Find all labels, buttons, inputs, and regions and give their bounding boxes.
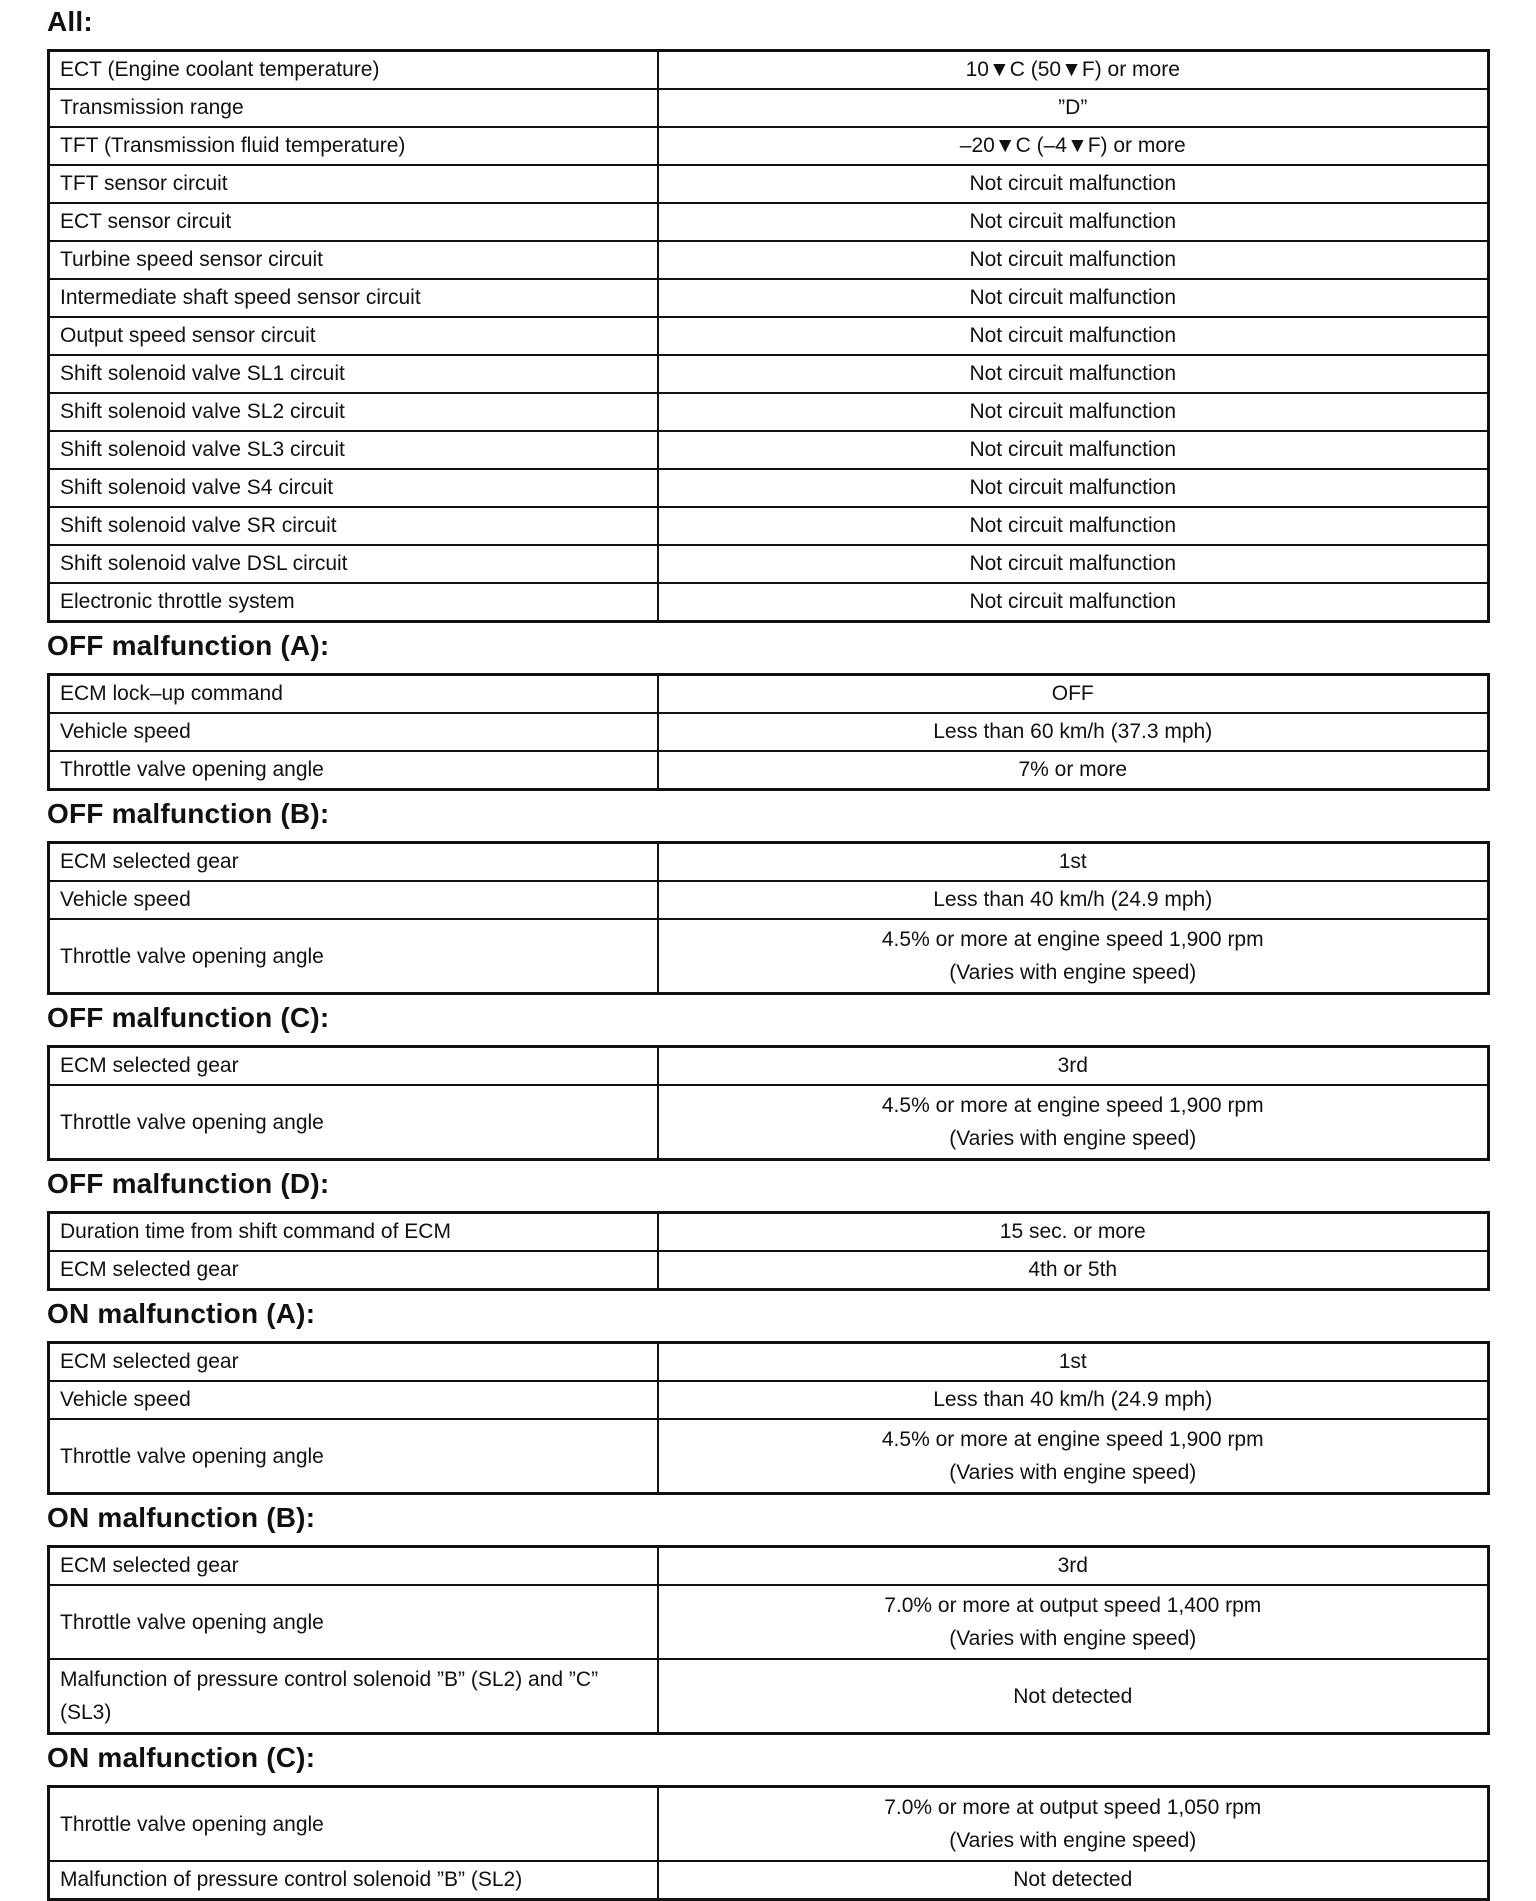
table-row (49, 469, 1489, 507)
section-all (47, 7, 1487, 623)
table-row (49, 89, 1489, 127)
condition-value (658, 1419, 1489, 1494)
condition-value-note: (Varies with engine speed) (949, 1829, 1197, 1852)
conditions-table (47, 1545, 1490, 1735)
table-row (49, 203, 1489, 241)
table-row (49, 713, 1489, 751)
condition-item: ECM selected gear (49, 843, 658, 882)
condition-item: Throttle valve opening angle (49, 1585, 658, 1659)
conditions-table (47, 1785, 1490, 1901)
table-row (49, 1585, 1489, 1659)
condition-value: Not circuit malfunction (658, 393, 1489, 431)
condition-item: Shift solenoid valve DSL circuit (49, 545, 658, 583)
table-row (49, 1213, 1489, 1252)
condition-value: Not circuit malfunction (658, 355, 1489, 393)
condition-item: Throttle valve opening angle (49, 1085, 658, 1160)
table-row (49, 355, 1489, 393)
table-row (49, 1085, 1489, 1160)
table-row (49, 675, 1489, 714)
conditions-table (47, 1211, 1490, 1291)
condition-item: ECM lock–up command (49, 675, 658, 714)
condition-item: Shift solenoid valve SL1 circuit (49, 355, 658, 393)
table-row (49, 751, 1489, 790)
condition-value: Not circuit malfunction (658, 545, 1489, 583)
condition-value: Less than 60 km/h (37.3 mph) (658, 713, 1489, 751)
table-row (49, 127, 1489, 165)
condition-value: 3rd (658, 1047, 1489, 1086)
condition-value: Not circuit malfunction (658, 507, 1489, 545)
table-row (49, 1343, 1489, 1382)
condition-item: ECM selected gear (49, 1547, 658, 1586)
condition-value: Not circuit malfunction (658, 583, 1489, 622)
condition-value (658, 919, 1489, 994)
table-row (49, 1251, 1489, 1290)
condition-value-note: (Varies with engine speed) (949, 961, 1197, 984)
condition-value: Not circuit malfunction (658, 203, 1489, 241)
condition-value-line: 7.0% or more at output speed 1,400 rpm (884, 1594, 1262, 1617)
table-row (49, 583, 1489, 622)
condition-value: 3rd (658, 1547, 1489, 1586)
table-row (49, 165, 1489, 203)
section-on-malfunction-b (47, 1503, 1487, 1735)
condition-value: Not circuit malfunction (658, 469, 1489, 507)
table-row (49, 545, 1489, 583)
section-heading: OFF malfunction (C): (47, 1002, 330, 1033)
conditions-table (47, 1045, 1490, 1161)
condition-item: Shift solenoid valve SL3 circuit (49, 431, 658, 469)
condition-value-line: 4.5% or more at engine speed 1,900 rpm (881, 928, 1264, 951)
section-heading: ON malfunction (A): (47, 1298, 316, 1329)
section-heading: ON malfunction (B): (47, 1502, 316, 1533)
condition-item: Vehicle speed (49, 1381, 658, 1419)
conditions-table (47, 673, 1490, 791)
condition-item-line: Malfunction of pressure control solenoid ”B” (SL2) and ”C” (60, 1668, 599, 1691)
condition-item: Vehicle speed (49, 881, 658, 919)
section-heading: OFF malfunction (D): (47, 1168, 330, 1199)
condition-item: Electronic throttle system (49, 583, 658, 622)
condition-value: OFF (658, 675, 1489, 714)
condition-value: Not circuit malfunction (658, 279, 1489, 317)
condition-value: 4th or 5th (658, 1251, 1489, 1290)
condition-value: Not circuit malfunction (658, 431, 1489, 469)
table-row (49, 1787, 1489, 1862)
condition-item: ECT sensor circuit (49, 203, 658, 241)
condition-item: Vehicle speed (49, 713, 658, 751)
table-row (49, 393, 1489, 431)
condition-item: ECM selected gear (49, 1343, 658, 1382)
condition-value (658, 1585, 1489, 1659)
condition-value-note: (Varies with engine speed) (949, 1127, 1197, 1150)
condition-item: ECT (Engine coolant temperature) (49, 51, 658, 90)
condition-value: 10▼C (50▼F) or more (658, 51, 1489, 90)
conditions-table (47, 841, 1490, 995)
condition-item: Throttle valve opening angle (49, 1787, 658, 1862)
condition-item: Transmission range (49, 89, 658, 127)
section-off-malfunction-c (47, 1003, 1487, 1161)
condition-item-line: (SL3) (60, 1701, 112, 1724)
condition-item: Turbine speed sensor circuit (49, 241, 658, 279)
condition-value-line: 4.5% or more at engine speed 1,900 rpm (881, 1428, 1264, 1451)
table-row (49, 431, 1489, 469)
conditions-table (47, 1341, 1490, 1495)
section-heading: ON malfunction (C): (47, 1742, 316, 1773)
condition-value (658, 1085, 1489, 1160)
table-row (49, 1381, 1489, 1419)
section-on-malfunction-c (47, 1743, 1487, 1901)
table-row (49, 241, 1489, 279)
table-row (49, 843, 1489, 882)
condition-item: ECM selected gear (49, 1047, 658, 1086)
condition-value: Not detected (658, 1861, 1489, 1900)
condition-item: Throttle valve opening angle (49, 751, 658, 790)
document (47, 0, 1487, 1901)
condition-item: Throttle valve opening angle (49, 1419, 658, 1494)
condition-value: Less than 40 km/h (24.9 mph) (658, 1381, 1489, 1419)
condition-item: Duration time from shift command of ECM (49, 1213, 658, 1252)
table-row (49, 507, 1489, 545)
table-row (49, 1659, 1489, 1734)
condition-value: 1st (658, 843, 1489, 882)
table-row (49, 1547, 1489, 1586)
condition-value: Not circuit malfunction (658, 241, 1489, 279)
section-heading: All: (47, 6, 93, 37)
condition-item: TFT (Transmission fluid temperature) (49, 127, 658, 165)
condition-item: TFT sensor circuit (49, 165, 658, 203)
condition-item: Shift solenoid valve SL2 circuit (49, 393, 658, 431)
condition-item: Throttle valve opening angle (49, 919, 658, 994)
condition-value: 7% or more (658, 751, 1489, 790)
section-off-malfunction-b (47, 799, 1487, 995)
table-row (49, 1047, 1489, 1086)
condition-item: ECM selected gear (49, 1251, 658, 1290)
section-heading: OFF malfunction (A): (47, 630, 330, 661)
section-heading: OFF malfunction (B): (47, 798, 330, 829)
table-row (49, 317, 1489, 355)
condition-item: Shift solenoid valve S4 circuit (49, 469, 658, 507)
table-row (49, 51, 1489, 90)
condition-value: Less than 40 km/h (24.9 mph) (658, 881, 1489, 919)
condition-value: Not circuit malfunction (658, 317, 1489, 355)
condition-item: Malfunction of pressure control solenoid ”B” (SL2) (49, 1861, 658, 1900)
section-off-malfunction-d (47, 1169, 1487, 1291)
condition-item (49, 1659, 658, 1734)
condition-value-line: 7.0% or more at output speed 1,050 rpm (884, 1796, 1262, 1819)
condition-value: 15 sec. or more (658, 1213, 1489, 1252)
condition-value: 1st (658, 1343, 1489, 1382)
condition-value: ”D” (658, 89, 1489, 127)
condition-value: –20▼C (–4▼F) or more (658, 127, 1489, 165)
condition-value-note: (Varies with engine speed) (949, 1461, 1197, 1484)
conditions-table (47, 49, 1490, 623)
table-row (49, 279, 1489, 317)
condition-item: Output speed sensor circuit (49, 317, 658, 355)
condition-value: Not circuit malfunction (658, 165, 1489, 203)
condition-value-note: (Varies with engine speed) (949, 1627, 1197, 1650)
table-row (49, 1419, 1489, 1494)
table-row (49, 919, 1489, 994)
condition-item: Intermediate shaft speed sensor circuit (49, 279, 658, 317)
section-off-malfunction-a (47, 631, 1487, 791)
section-on-malfunction-a (47, 1299, 1487, 1495)
condition-value: Not detected (658, 1659, 1489, 1734)
condition-value (658, 1787, 1489, 1862)
condition-value-line: 4.5% or more at engine speed 1,900 rpm (881, 1094, 1264, 1117)
condition-item: Shift solenoid valve SR circuit (49, 507, 658, 545)
table-row (49, 881, 1489, 919)
